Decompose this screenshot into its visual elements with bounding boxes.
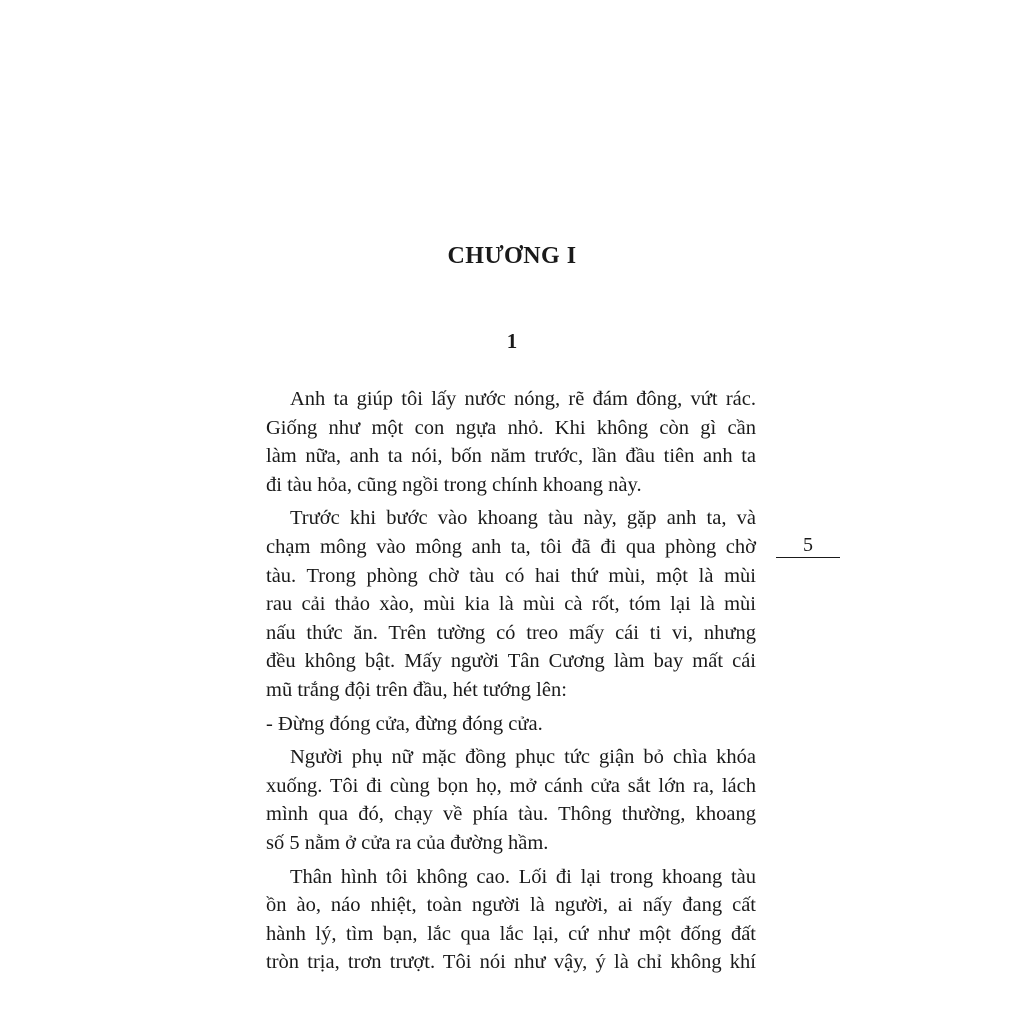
paragraph-1 xyxy=(266,385,756,499)
text-line: tàu. Trong phòng chờ tàu có hai thứ mùi, một là mùi xyxy=(266,564,756,587)
text-line: ồn ào, náo nhiệt, toàn người là người, ai nấy đang cất xyxy=(266,894,756,917)
text-line: đi tàu hỏa, cũng ngồi trong chính khoang này. xyxy=(266,473,642,496)
text-line: rau cải thảo xào, mùi kia là mùi cà rốt, tóm lại là mùi xyxy=(266,593,756,616)
text-line: nấu thức ăn. Trên tường có treo mấy cái ti vi, nhưng xyxy=(266,621,756,644)
page-number: 5 xyxy=(776,534,840,558)
body-text xyxy=(266,385,756,977)
chapter-title: CHƯƠNG I xyxy=(447,243,577,269)
section-number: 1 xyxy=(506,329,518,353)
text-line: tròn trịa, trơn trượt. Tôi nói như vậy, ý là chỉ không khí xyxy=(266,951,756,974)
text-line: Giống như một con ngựa nhỏ. Khi không còn gì cần xyxy=(266,416,756,439)
text-line: Anh ta giúp tôi lấy nước nóng, rẽ đám đông, vứt rác. xyxy=(290,388,756,410)
text-line: Người phụ nữ mặc đồng phục tức giận bỏ chìa khóa xyxy=(290,746,756,769)
text-line: hành lý, tìm bạn, lắc qua lắc lại, cứ như một đống đất xyxy=(266,922,756,945)
paragraph-5 xyxy=(266,863,756,977)
text-line: làm nữa, anh ta nói, bốn năm trước, lần đầu tiên anh ta xyxy=(266,445,756,468)
text-line: Trước khi bước vào khoang tàu này, gặp anh ta, và xyxy=(290,507,756,530)
text-line: đều không bật. Mấy người Tân Cương làm bay mất cái xyxy=(266,650,756,673)
text-line: xuống. Tôi đi cùng bọn họ, mở cánh cửa sắt lớn ra, lách xyxy=(266,774,756,797)
text-line: Thân hình tôi không cao. Lối đi lại trong khoang tàu xyxy=(290,865,756,888)
text-line: - Đừng đóng cửa, đừng đóng cửa. xyxy=(266,712,543,735)
text-line: số 5 nằm ở cửa ra của đường hầm. xyxy=(266,831,549,854)
paragraph-3 xyxy=(266,710,756,739)
text-line: mình qua đó, chạy về phía tàu. Thông thường, khoang xyxy=(266,803,756,826)
paragraph-2 xyxy=(266,504,756,704)
paragraph-4 xyxy=(266,743,756,857)
text-line: mũ trắng đội trên đầu, hét tướng lên: xyxy=(266,678,567,701)
text-line: chạm mông vào mông anh ta, tôi đã đi qua phòng chờ xyxy=(266,535,756,558)
